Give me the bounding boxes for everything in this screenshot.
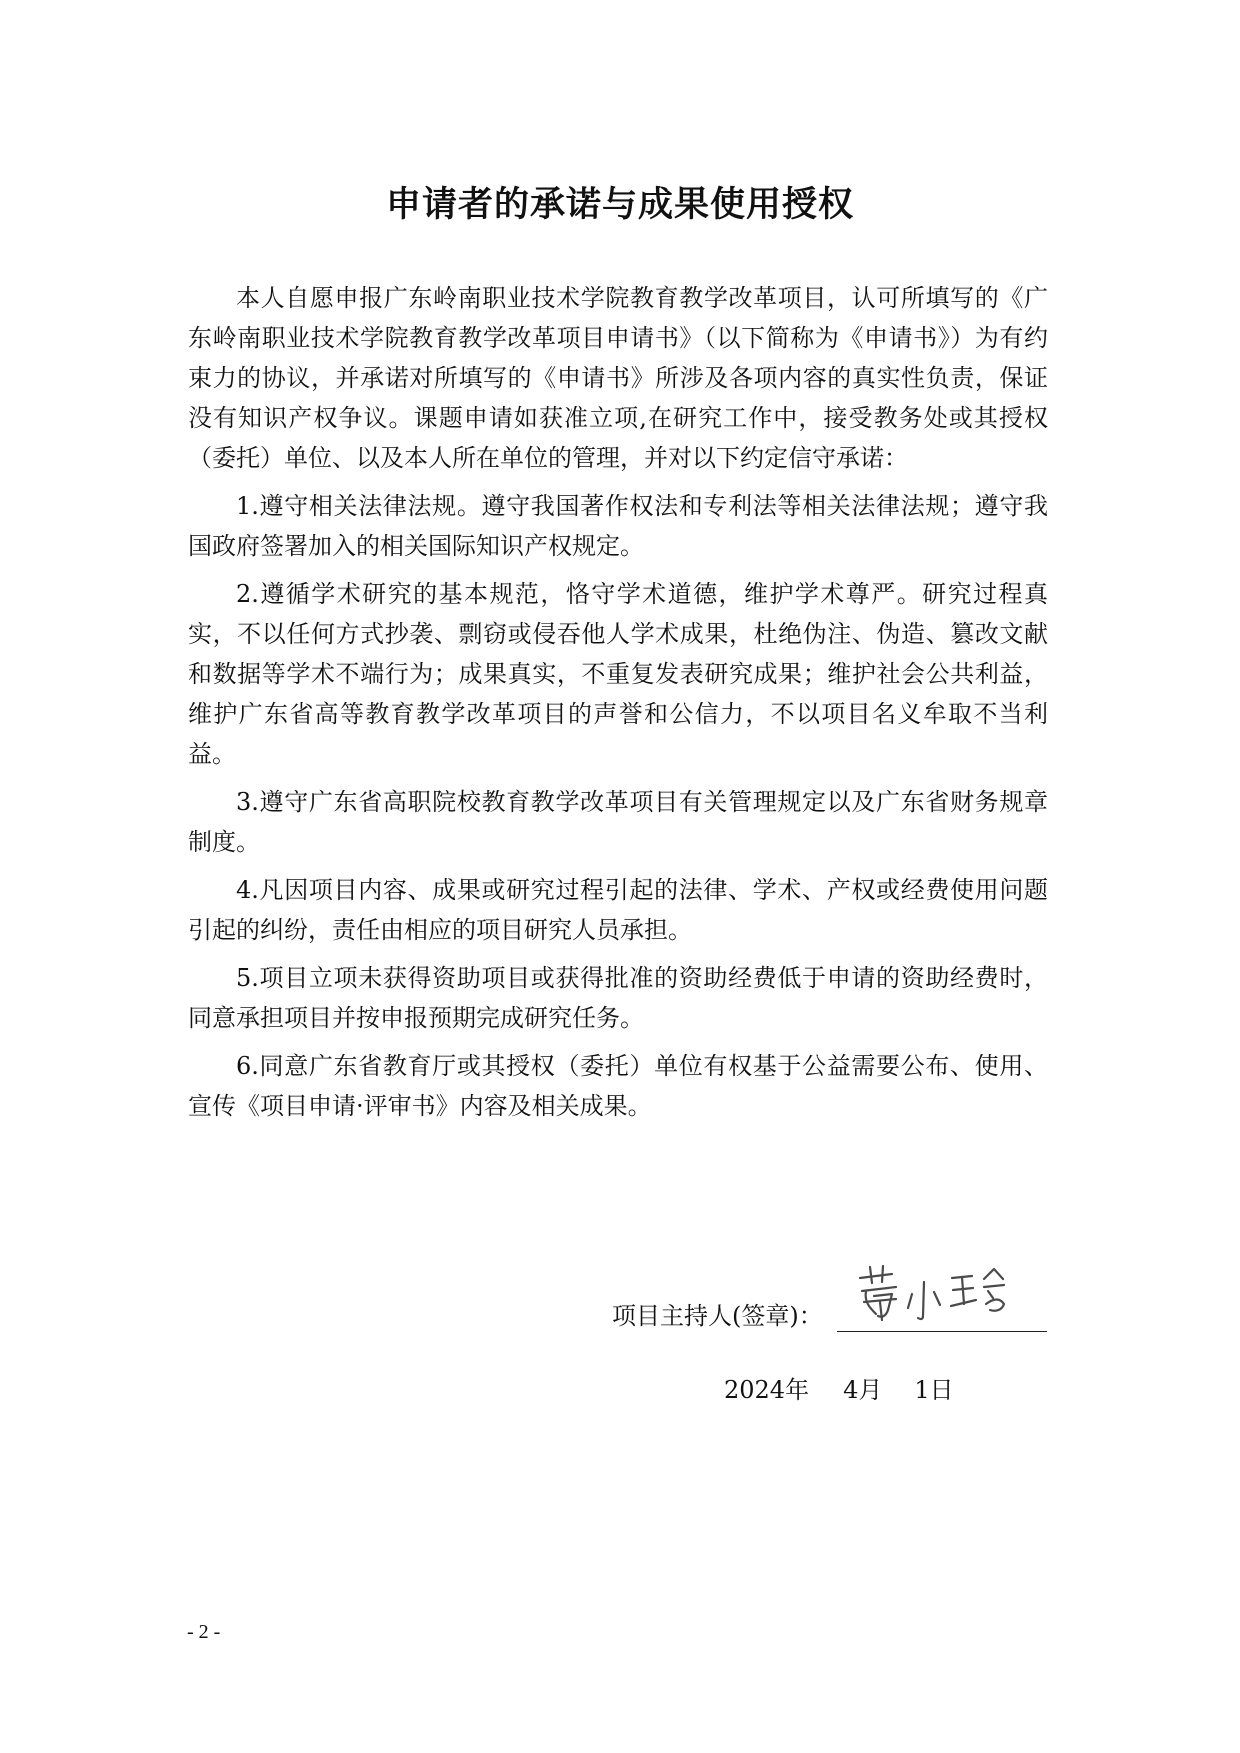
- date-month: 4月: [843, 1376, 883, 1404]
- page-number: - 2 -: [187, 1621, 221, 1643]
- commitment-item-1: 1.遵守相关法律法规。遵守我国著作权法和专利法等相关法律法规；遵守我国政府签署加入的相关国际知识产权规定。: [188, 492, 1048, 560]
- commitment-item-4: 4.凡因项目内容、成果或研究过程引起的法律、学术、产权或经费使用问题引起的纠纷，责任由相应的项目研究人员承担。: [188, 876, 1048, 944]
- commitment-item-2: 2.遵循学术研究的基本规范，恪守学术道德，维护学术尊严。研究过程真实，不以任何方式抄袭、剽窃或侵吞他人学术成果，杜绝伪注、伪造、篡改文献和数据等学术不端行为；成果真实，不重复发表研究成果；维护社会公共利益，维护广东省高等教育教学改革项目的声誉和公信力，不以项目名义牟取不当利益。: [188, 580, 1048, 768]
- date-day: 1日: [914, 1376, 954, 1404]
- commitment-item-6: 6.同意广东省教育厅或其授权（委托）单位有权基于公益需要公布、使用、宣传《项目申请·评审书》内容及相关成果。: [188, 1052, 1048, 1120]
- signature-label: 项目主持人(签章)：: [612, 1302, 823, 1330]
- commitment-item-5: 5.项目立项未获得资助项目或获得批准的资助经费低于申请的资助经费时，同意承担项目并按申报预期完成研究任务。: [188, 964, 1048, 1032]
- date-row: [724, 1370, 954, 1410]
- commitment-body: [188, 278, 1048, 1134]
- intro-paragraph: 本人自愿申报广东岭南职业技术学院教育教学改革项目，认可所填写的《广东岭南职业技术学院教育教学改革项目申请书》（以下简称为《申请书》）为有约束力的协议，并承诺对所填写的《申请书》所涉及各项内容的真实性负责，保证没有知识产权争议。课题申请如获准立项,在研究工作中，接受教务处或其授权（委托）单位、以及本人所在单位的管理，并对以下约定信守承诺：: [188, 284, 1048, 472]
- commitment-item-3: 3.遵守广东省高职院校教育教学改革项目有关管理规定以及广东省财务规章制度。: [188, 788, 1048, 856]
- document-title: 申请者的承诺与成果使用授权: [385, 185, 854, 225]
- handwritten-signature: [852, 1258, 1052, 1332]
- signature-row: [612, 1296, 1052, 1336]
- date-year: 2024年: [724, 1376, 810, 1404]
